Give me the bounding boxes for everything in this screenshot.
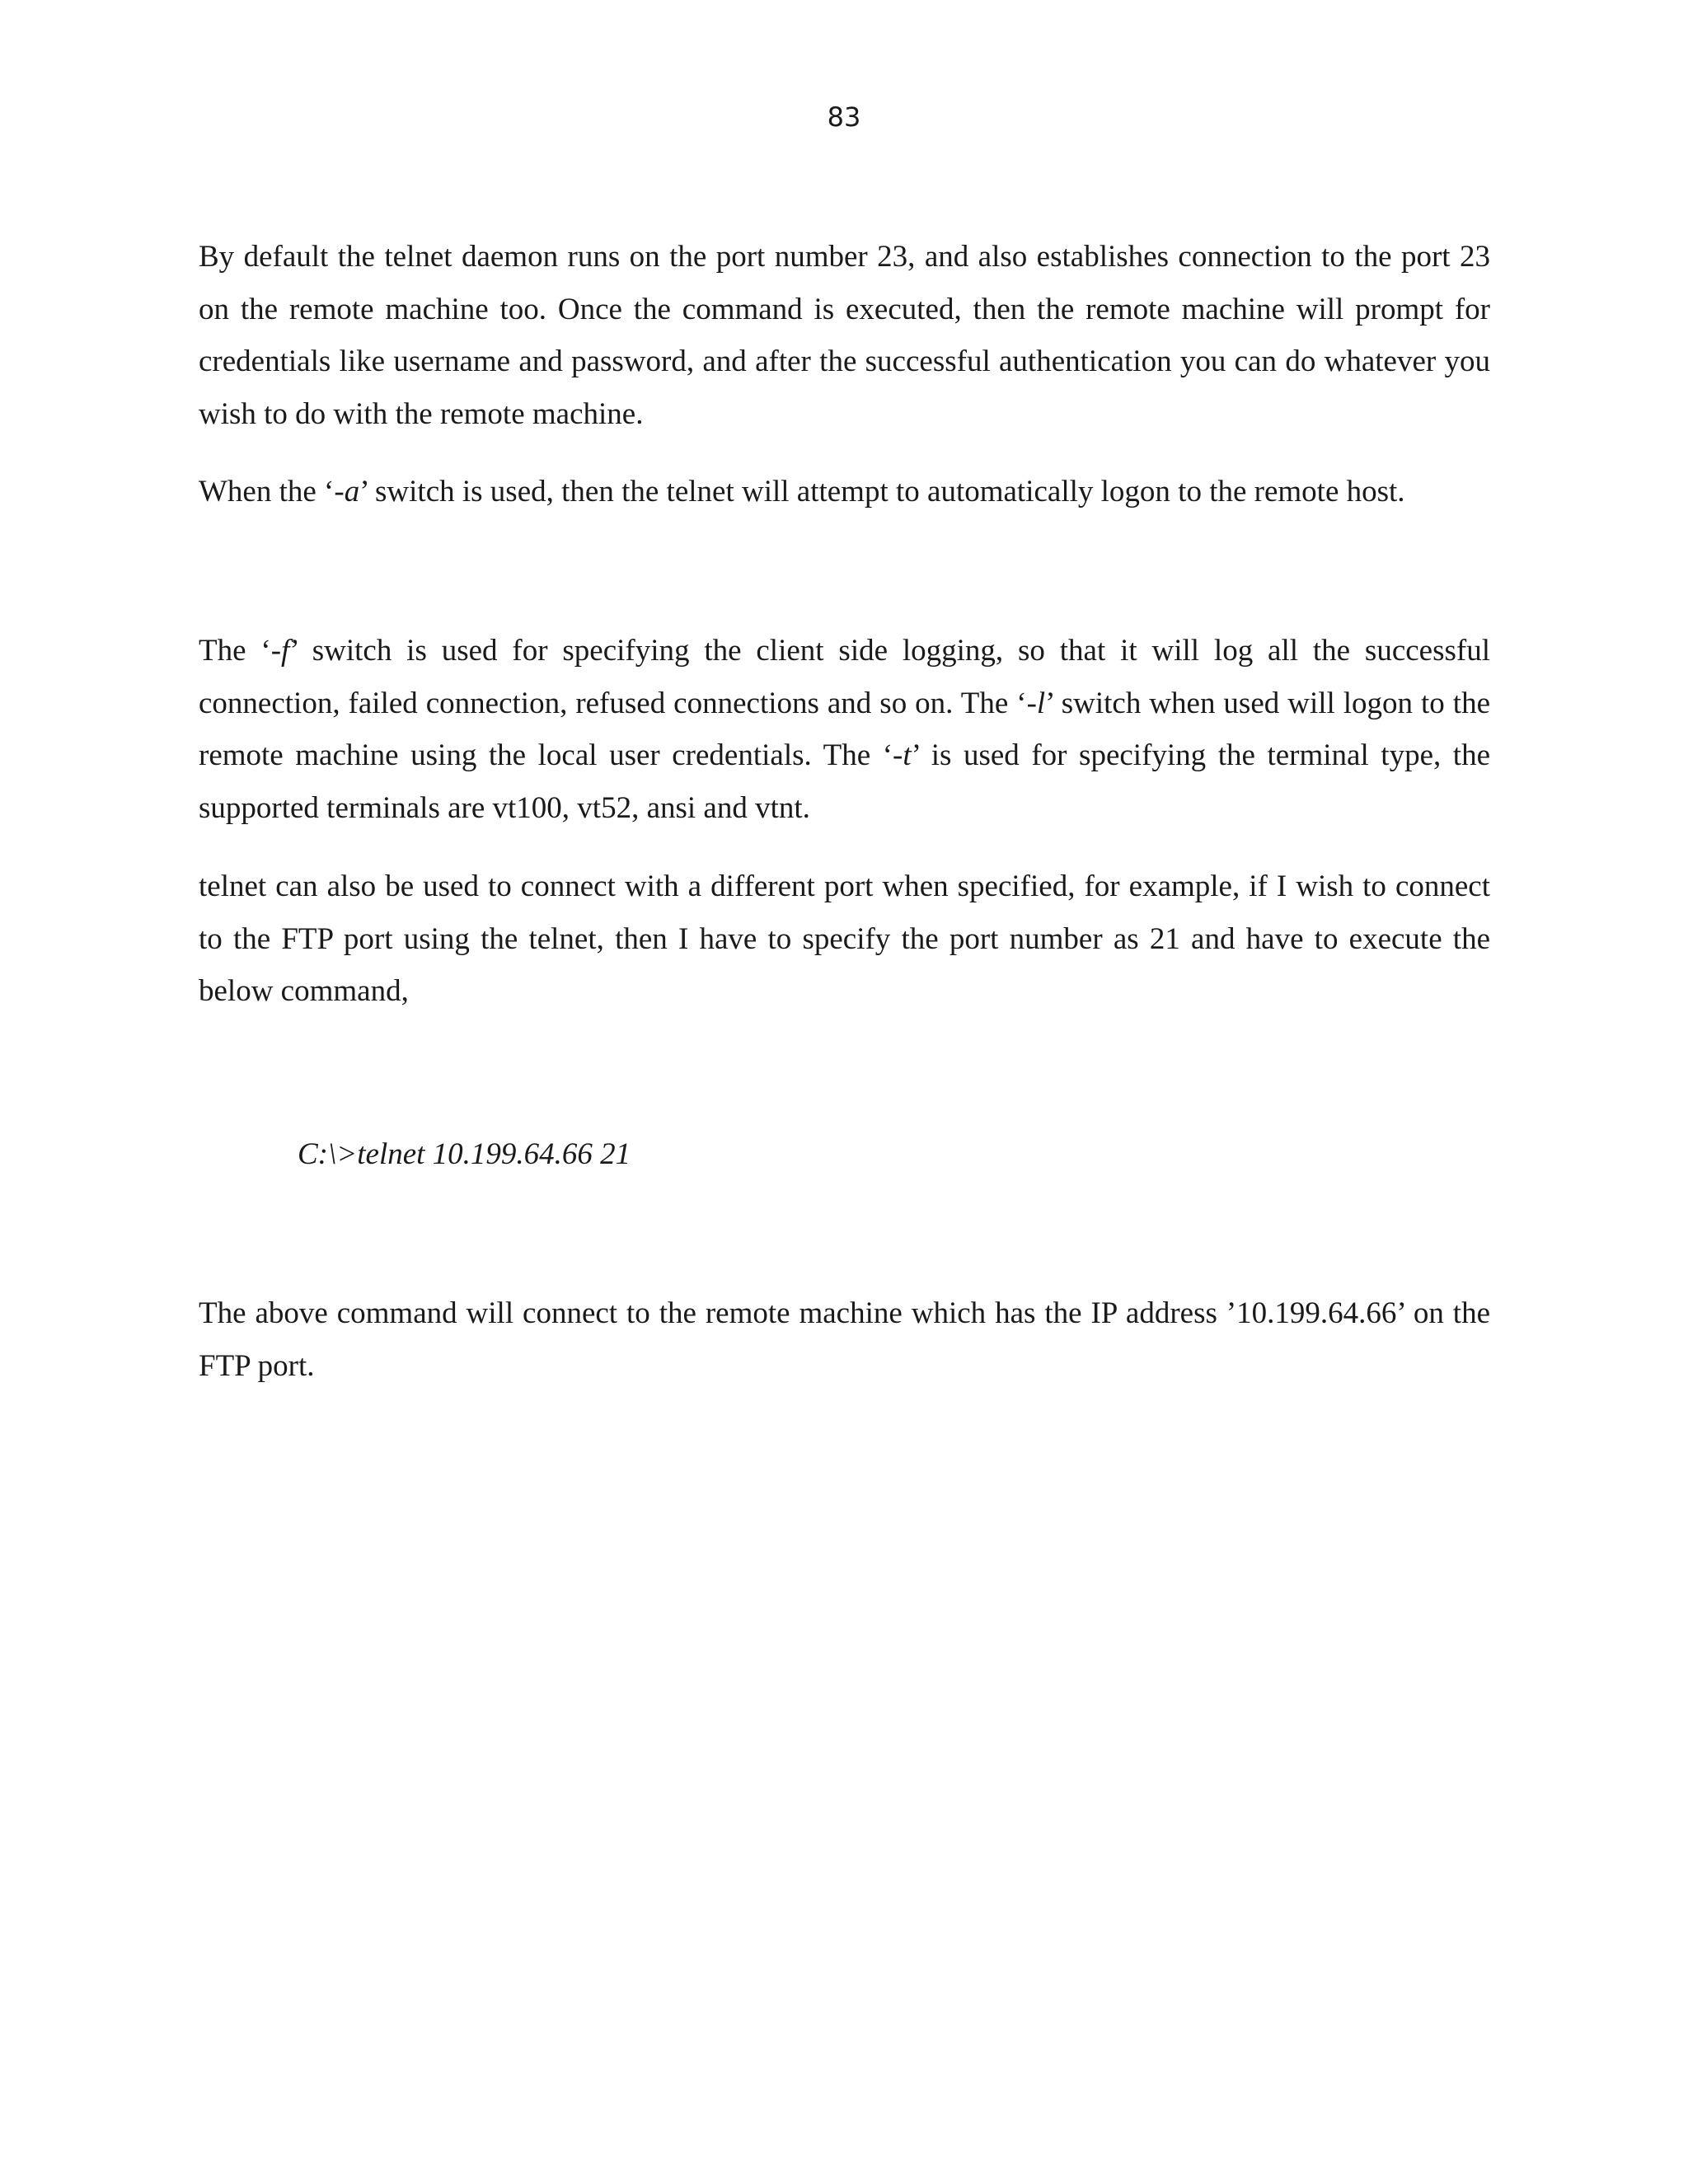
paragraph-switches-text-3: ’ switch when used will logon to the remote machine using the local user credentials. The ‘ — [199, 686, 1490, 772]
paragraph-a-switch-text-after: ’ switch is used, then the telnet will attempt to automatically logon to the remote host. — [359, 475, 1405, 509]
paragraph-a-switch — [199, 466, 1490, 518]
switch-l-code: -l — [1026, 686, 1046, 720]
paragraph-command-explanation: The above command will connect to the remote machine which has the IP address ’10.199.64.66’ on the FTP port. — [199, 1296, 1490, 1383]
paragraph-f-l-t-switches — [199, 625, 1490, 834]
switch-f-code: -f — [270, 634, 290, 668]
switch-t-code: -t — [893, 738, 912, 772]
page-number: 83 — [827, 101, 861, 133]
paragraph-switches-text-1: The ‘ — [199, 634, 271, 668]
paragraph-different-port: telnet can also be used to connect with a different port when specified, for example, if I wish to connect to the FTP port using the telnet, then I have to specify the port number as 21 and have to execute the below command, — [199, 869, 1490, 1008]
paragraph-a-switch-text-before: When the ‘ — [199, 475, 335, 509]
paragraph-switches-text-4: ’ is used for specifying the terminal type, the supported terminals are vt100, vt52, ansi and vtnt. — [199, 738, 1490, 825]
switch-a-code: -a — [334, 475, 360, 509]
paragraph-telnet-default-port: By default the telnet daemon runs on the port number 23, and also establishes connection to the port 23 on the remote machine too. Once the command is executed, then the remote machine will prompt for credentials like username and password, and after the successful authentication you can do whatever you wish to do with the remote machine. — [199, 240, 1490, 431]
paragraph-switches-text-2: ’ switch is used for specifying the client side logging, so that it will log all the successful connection, failed connection, refused connections and so on. The ‘ — [199, 634, 1490, 720]
telnet-command-example: C:\>telnet 10.199.64.66 21 — [298, 1137, 631, 1171]
